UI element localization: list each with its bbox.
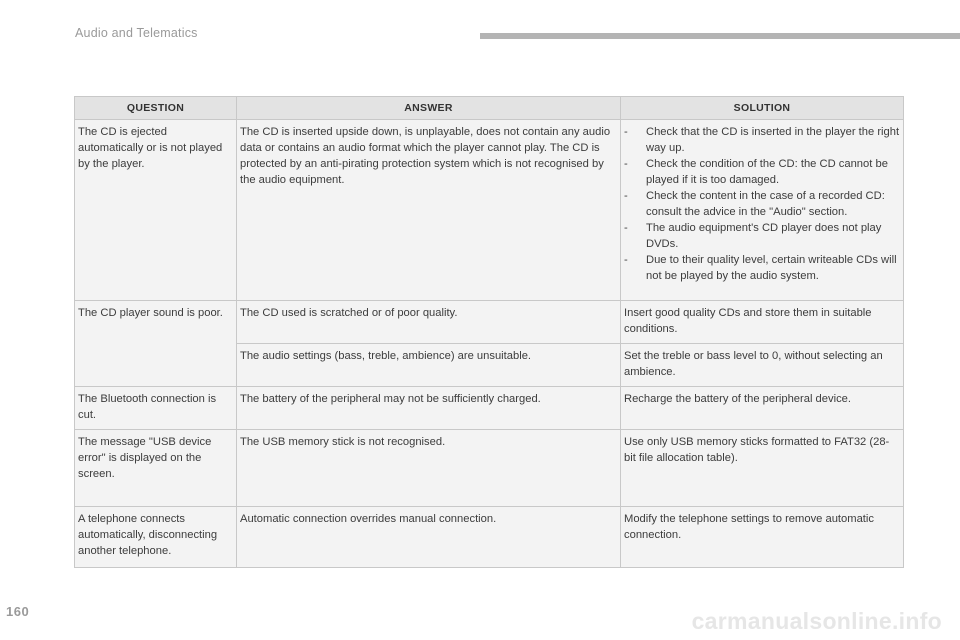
solution-cell: Insert good quality CDs and store them in suitable conditions. — [621, 301, 904, 344]
solution-cell: Modify the telephone settings to remove automatic connection. — [621, 507, 904, 568]
table-row — [75, 120, 904, 301]
question-cell: The Bluetooth connection is cut. — [75, 387, 237, 430]
table-row — [75, 430, 904, 507]
page-number: 160 — [6, 604, 30, 619]
table-row — [75, 301, 904, 344]
answer-cell: The CD is inserted upside down, is unplayable, does not contain any audio data or contains an audio format which the player cannot play. The CD is protected by an anti-pirating protection system which is not recognised by the audio equipment. — [237, 120, 621, 301]
solution-cell: Use only USB memory sticks formatted to FAT32 (28-bit file allocation table). — [621, 430, 904, 507]
answer-cell: The battery of the peripheral may not be sufficiently charged. — [237, 387, 621, 430]
solution-item: - Check that the CD is inserted in the player the right way up. — [624, 124, 900, 156]
answer-cell: Automatic connection overrides manual connection. — [237, 507, 621, 568]
question-cell: A telephone connects automatically, disconnecting another telephone. — [75, 507, 237, 568]
solution-cell — [621, 120, 904, 301]
header-bar — [480, 33, 960, 39]
answer-cell: The audio settings (bass, treble, ambience) are unsuitable. — [237, 344, 621, 387]
answer-cell: The CD used is scratched or of poor quality. — [237, 301, 621, 344]
table-header-row — [75, 97, 904, 120]
solution-item: - The audio equipment's CD player does not play DVDs. — [624, 220, 900, 252]
column-header-solution: SOLUTION — [621, 97, 904, 120]
question-cell: The CD player sound is poor. — [75, 301, 237, 387]
watermark: carmanualsonline.info — [691, 608, 942, 634]
column-header-question: QUESTION — [75, 97, 237, 120]
section-title: Audio and Telematics — [75, 26, 198, 40]
solution-list — [624, 124, 900, 284]
question-cell: The CD is ejected automatically or is not played by the player. — [75, 120, 237, 301]
column-header-answer: ANSWER — [237, 97, 621, 120]
solution-item: - Check the content in the case of a recorded CD: consult the advice in the "Audio" section. — [624, 188, 900, 220]
solution-item: - Check the condition of the CD: the CD cannot be played if it is too damaged. — [624, 156, 900, 188]
table-row — [75, 387, 904, 430]
solution-item: - Due to their quality level, certain writeable CDs will not be played by the audio system. — [624, 252, 900, 284]
answer-cell: The USB memory stick is not recognised. — [237, 430, 621, 507]
solution-cell: Set the treble or bass level to 0, without selecting an ambience. — [621, 344, 904, 387]
table-row — [75, 507, 904, 568]
troubleshooting-table — [74, 96, 904, 568]
solution-cell: Recharge the battery of the peripheral device. — [621, 387, 904, 430]
question-cell: The message "USB device error" is displayed on the screen. — [75, 430, 237, 507]
